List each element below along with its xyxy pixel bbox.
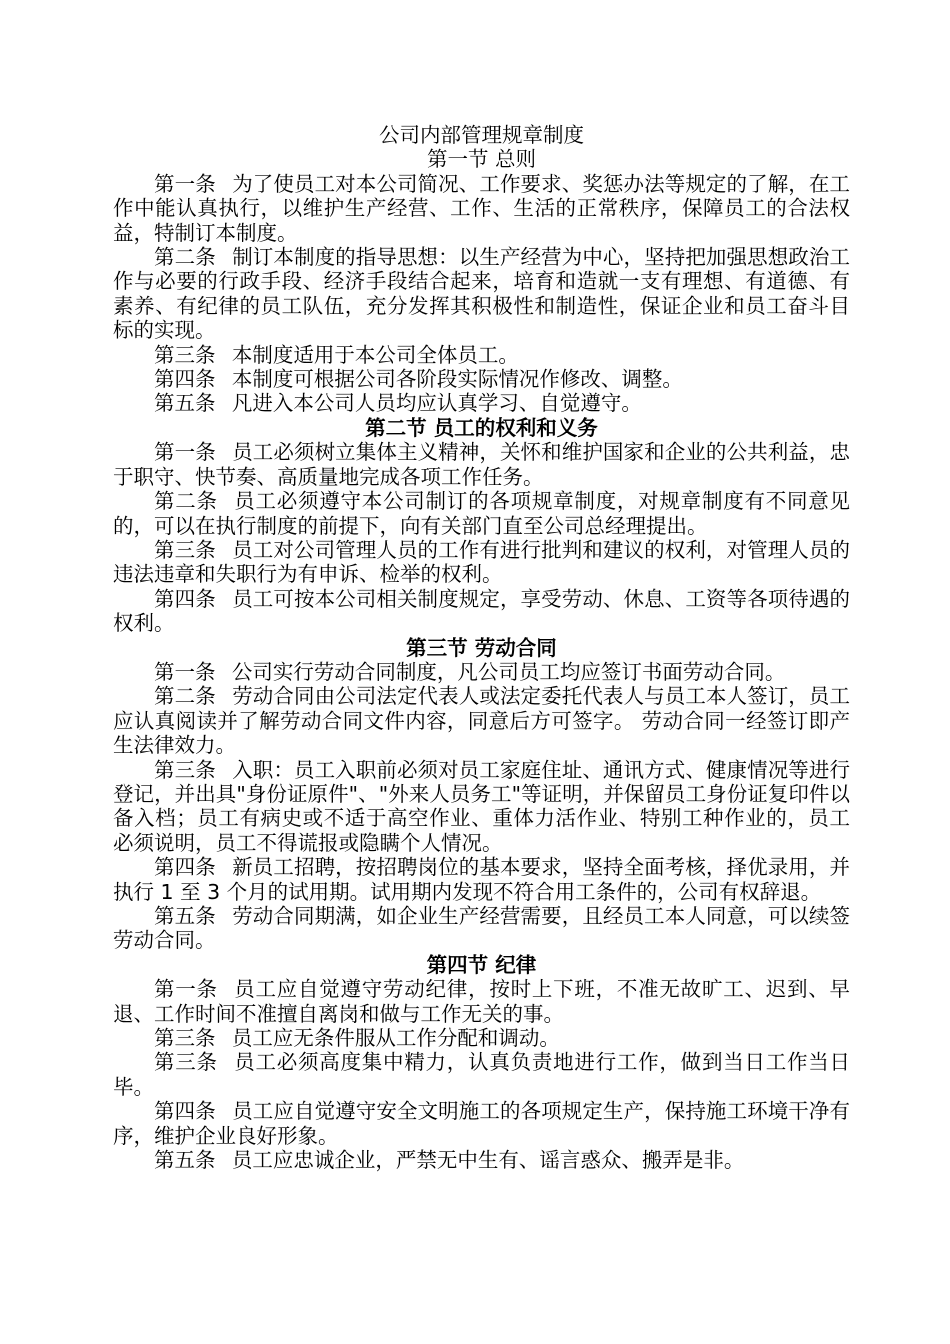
article-paragraph [113,660,850,684]
article-paragraph [113,367,850,391]
article-paragraph [113,343,850,367]
document-page [113,123,850,1172]
article-text: 凡进入本公司人员均应认真学习、自觉遵守。 [231,391,642,416]
article-paragraph [113,1099,850,1148]
article-number: 第二条 [154,245,216,270]
article-number: 第一条 [154,440,216,465]
article-paragraph [113,855,850,904]
article-text: 员工应无条件服从工作分配和调动。 [231,1026,560,1051]
article-number: 第三条 [154,1026,216,1051]
article-number: 第五条 [154,1148,216,1173]
article-text: 员工应自觉遵守安全文明施工的各项规定生产，保持施工环境干净有序，维护企业良好形象。 [113,1099,851,1148]
article-number: 第三条 [154,537,216,562]
article-number: 第四条 [154,586,216,611]
document-body [113,147,850,1172]
article-text: 员工应忠诚企业，严禁无中生有、谣言惑众、搬弄是非。 [231,1148,745,1173]
section-heading: 第二节 员工的权利和义务 [365,415,598,440]
article-paragraph [113,245,850,343]
article-text: 劳动合同期满，如企业生产经营需要，且经员工本人同意，可以续签劳动合同。 [113,904,851,953]
article-number: 第一条 [154,977,218,1002]
article-paragraph [113,391,850,415]
article-number: 第四条 [154,1099,216,1124]
article-paragraph [113,1148,850,1172]
article-paragraph [113,977,850,1026]
article-paragraph [113,1026,850,1050]
article-paragraph [113,758,850,856]
article-text: 入职：员工入职前必须对员工家庭住址、通讯方式、健康情况等进行登记，并出具"身份证原件"、"外来人员务工"等证明，并保留员工身份证复印件以备入档；员工有病史或不适于高空作业、重体力活作业、特别工种作业的，员工必须说明，员工不得谎报或隐瞒个人情况。 [113,757,851,855]
article-number: 第一条 [154,171,216,196]
article-number: 第四条 [154,855,216,880]
article-number: 第三条 [154,1050,218,1075]
article-paragraph [113,904,850,953]
article-text: 员工必须遵守本公司制订的各项规章制度，对规章制度有不同意见的，可以在执行制度的前提下，向有关部门直至公司总经理提出。 [113,489,851,538]
article-text: 为了使员工对本公司简况、工作要求、奖惩办法等规定的了解，在工作中能认真执行，以维护生产经营、工作、生活的正常秩序，保障员工的合法权益，特制订本制度。 [113,171,851,245]
article-number: 第三条 [154,342,216,367]
document-title: 公司内部管理规章制度 [379,123,584,147]
article-text: 员工应自觉遵守劳动纪律，按时上下班，不准无故旷工、迟到、早退、工作时间不准擅自离岗和做与工作无关的事。 [113,977,851,1026]
article-paragraph [113,538,850,587]
article-text: 本制度适用于本公司全体员工。 [231,342,519,367]
article-number: 第二条 [154,684,216,709]
article-number: 第一条 [154,659,216,684]
article-text: 员工必须树立集体主义精神，关怀和维护国家和企业的公共利益，忠于职守、快节奏、高质量地完成各项工作任务。 [113,440,851,489]
article-text: 员工必须高度集中精力，认真负责地进行工作，做到当日工作当日毕。 [113,1050,851,1099]
article-paragraph [113,1050,850,1099]
article-text: 员工对公司管理人员的工作有进行批判和建议的权利，对管理人员的违法违章和失职行为有申诉、检举的权利。 [113,537,851,587]
article-paragraph [113,684,850,757]
article-paragraph [113,172,850,245]
article-number: 第二条 [154,489,218,514]
article-text: 制订本制度的指导思想：以生产经营为中心，坚持把加强思想政治工作与必要的行政手段、经济手段结合起来，培育和造就一支有理想、有道德、有素养、有纪律的员工队伍，充分发挥其积极性和制造性，保证企业和员工奋斗目标的实现。 [113,245,851,343]
article-number: 第四条 [154,367,216,392]
article-text: 新员工招聘，按招聘岗位的基本要求，坚持全面考核，择优录用，并执行 1 至 3 个月的试用期。试用期内发现不符合用工条件的，公司有权辞退。 [113,855,851,904]
article-number: 第五条 [154,391,216,416]
article-paragraph [113,489,850,538]
article-text: 本制度可根据公司各阶段实际情况作修改、调整。 [231,367,683,392]
article-paragraph [113,587,850,636]
section-heading: 第四节 纪律 [426,952,537,977]
article-text: 公司实行劳动合同制度，凡公司员工均应签订书面劳动合同。 [231,659,786,684]
article-paragraph [113,440,850,489]
section-heading: 第三节 劳动合同 [406,635,557,660]
article-number: 第三条 [154,757,216,782]
section-heading: 第一节 总则 [426,147,537,172]
article-text: 劳动合同由公司法定代表人或法定委托代表人与员工本人签订，员工应认真阅读并了解劳动合同文件内容，同意后方可签字。 劳动合同一经签订即产生法律效力。 [113,684,851,758]
article-number: 第五条 [154,904,216,928]
article-text: 员工可按本公司相关制度规定，享受劳动、休息、工资等各项待遇的权利。 [113,586,851,636]
